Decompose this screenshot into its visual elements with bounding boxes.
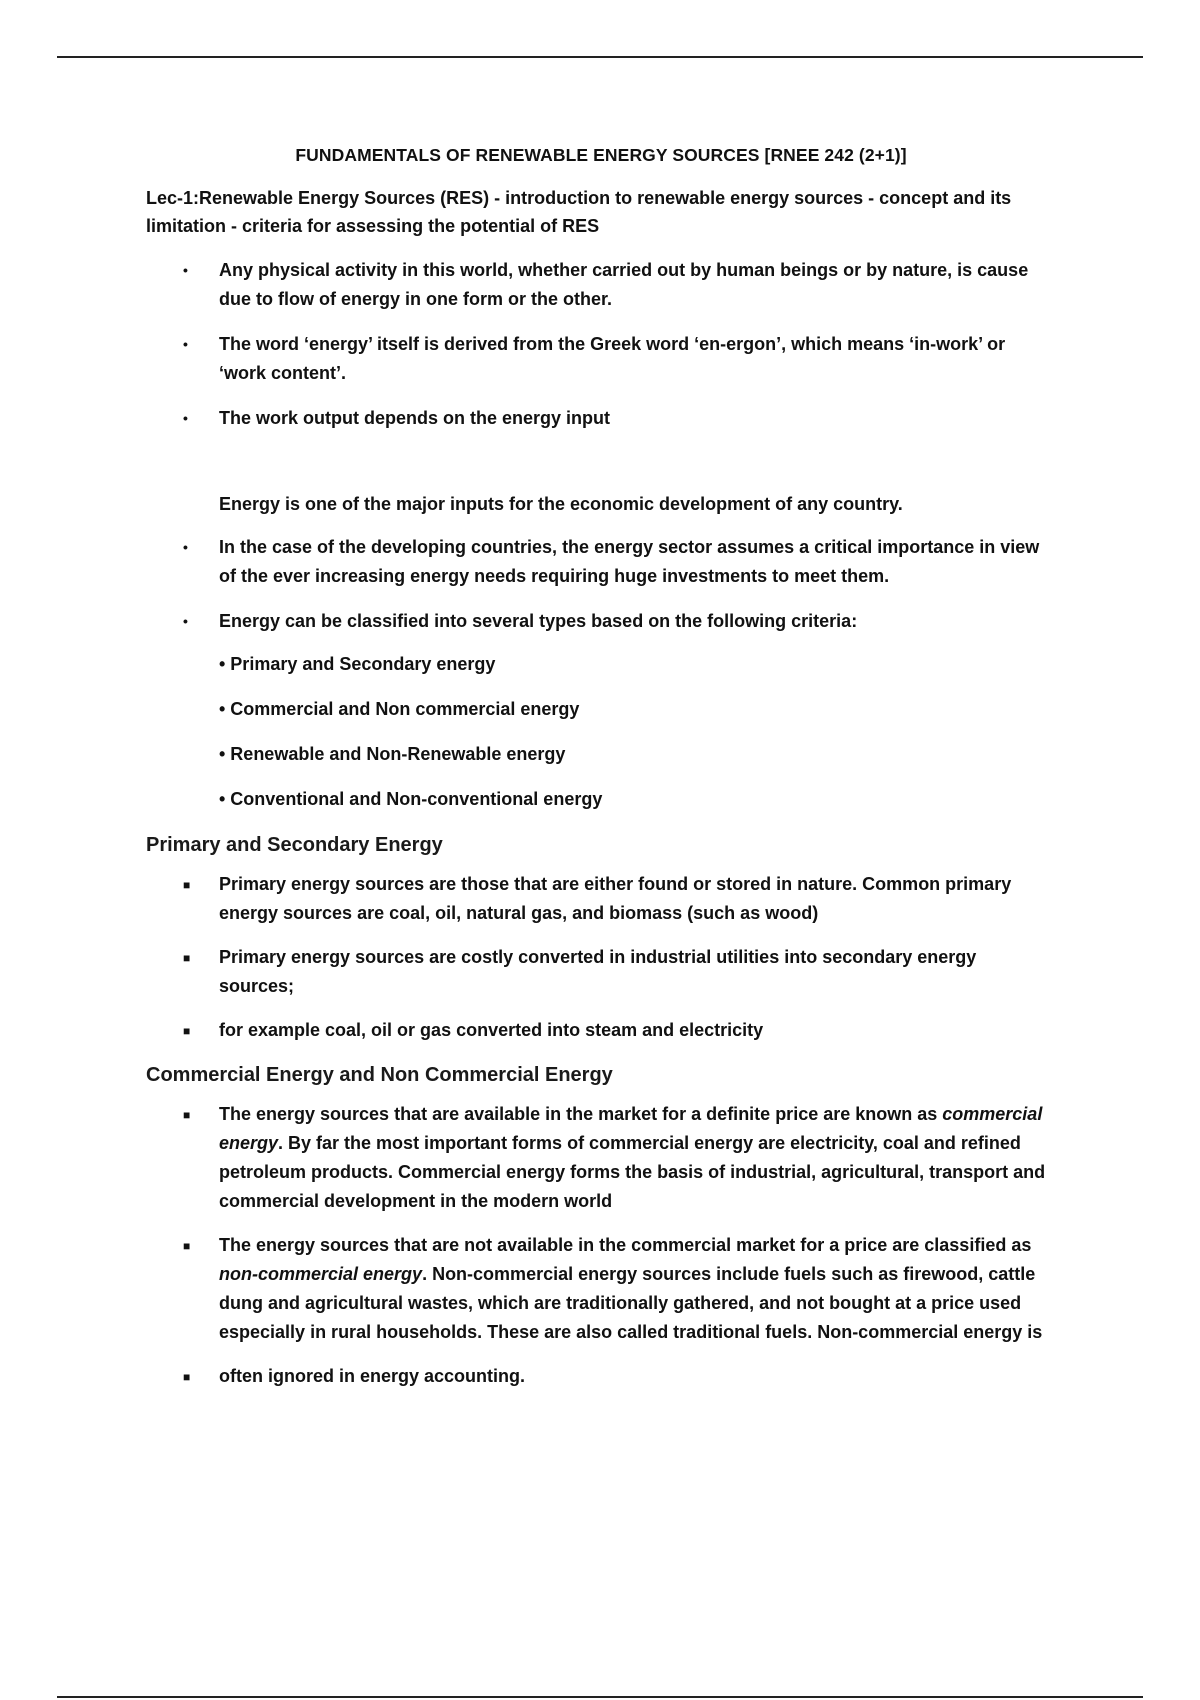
top-rule bbox=[57, 56, 1143, 58]
bullet-marker: • bbox=[183, 613, 188, 629]
list-item: • In the case of the developing countries, the energy sector assumes a critical importance in view of the ever increasing energy needs requiring huge investments to meet them. bbox=[146, 533, 1056, 591]
bottom-rule bbox=[57, 1696, 1143, 1698]
primary-secondary-list bbox=[146, 870, 1056, 1045]
list-item: ■ for example coal, oil or gas converted into steam and electricity bbox=[146, 1016, 1056, 1045]
bullet-marker: • bbox=[183, 410, 188, 426]
list-item: ■ often ignored in energy accounting. bbox=[146, 1362, 1056, 1391]
list-item: • Commercial and Non commercial energy bbox=[219, 699, 580, 719]
economic-development-paragraph: Energy is one of the major inputs for the economic development of any country. bbox=[219, 494, 903, 514]
list-item: ■ Primary energy sources are those that are either found or stored in nature. Common primary energy sources are coal, oil, natural gas, and biomass (such as wood) bbox=[146, 870, 1056, 928]
bullet-marker: • bbox=[183, 262, 188, 278]
bullet-marker: • bbox=[183, 336, 188, 352]
square-bullet-marker: ■ bbox=[183, 951, 191, 965]
list-item: ■ Primary energy sources are costly converted in industrial utilities into secondary energy sources; bbox=[146, 943, 1056, 1001]
list-item: • The word ‘energy’ itself is derived from the Greek word ‘en-ergon’, which means ‘in-work’ or ‘work content’. bbox=[146, 330, 1056, 388]
criteria-list bbox=[146, 650, 1056, 814]
list-item: • Energy can be classified into several types based on the following criteria: bbox=[146, 607, 1056, 636]
square-bullet-marker: ■ bbox=[183, 878, 191, 892]
list-item: ■ The energy sources that are available in the market for a definite price are known as commercial energy. By far the most important forms of commercial energy are electricity, coal and refined petroleum products. Commercial energy forms the basis of industrial, agricultural, transport and commercial development in the modern world bbox=[146, 1100, 1056, 1216]
list-item: • Primary and Secondary energy bbox=[219, 654, 496, 674]
list-item: • Any physical activity in this world, whether carried out by human beings or by nature, is cause due to flow of energy in one form or the other. bbox=[146, 256, 1056, 314]
section-heading-commercial: Commercial Energy and Non Commercial Energy bbox=[146, 1064, 613, 1086]
square-bullet-marker: ■ bbox=[183, 1370, 191, 1384]
list-item: • Renewable and Non-Renewable energy bbox=[219, 744, 566, 764]
square-bullet-marker: ■ bbox=[183, 1024, 191, 1038]
list-item: • Conventional and Non-conventional energy bbox=[219, 789, 603, 809]
section-heading-primary-secondary: Primary and Secondary Energy bbox=[146, 834, 443, 856]
term-commercial-energy: commercial energy bbox=[219, 1104, 1043, 1153]
classification-bullet-list bbox=[146, 533, 1056, 636]
intro-bullet-list bbox=[146, 256, 1056, 433]
document-body bbox=[146, 140, 1056, 1406]
bullet-marker: • bbox=[183, 539, 188, 555]
document-title: FUNDAMENTALS OF RENEWABLE ENERGY SOURCES [RNEE 242 (2+1)] bbox=[295, 145, 907, 165]
square-bullet-marker: ■ bbox=[183, 1239, 191, 1253]
list-item: ■ The energy sources that are not available in the commercial market for a price are classified as non-commercial energy. Non-commercial energy sources include fuels such as firewood, cattle dung and agricultural wastes, which are traditionally gathered, and not bought at a price used especially in rural households. These are also called traditional fuels. Non-commercial energy is bbox=[146, 1231, 1056, 1347]
lecture-heading: Lec-1:Renewable Energy Sources (RES) - introduction to renewable energy sources - concept and its limitation - criteria for assessing the potential of RES bbox=[146, 188, 1012, 236]
square-bullet-marker: ■ bbox=[183, 1108, 191, 1122]
term-non-commercial-energy: non-commercial energy bbox=[219, 1264, 423, 1284]
list-item: • The work output depends on the energy input bbox=[146, 404, 1056, 433]
commercial-list bbox=[146, 1100, 1056, 1391]
